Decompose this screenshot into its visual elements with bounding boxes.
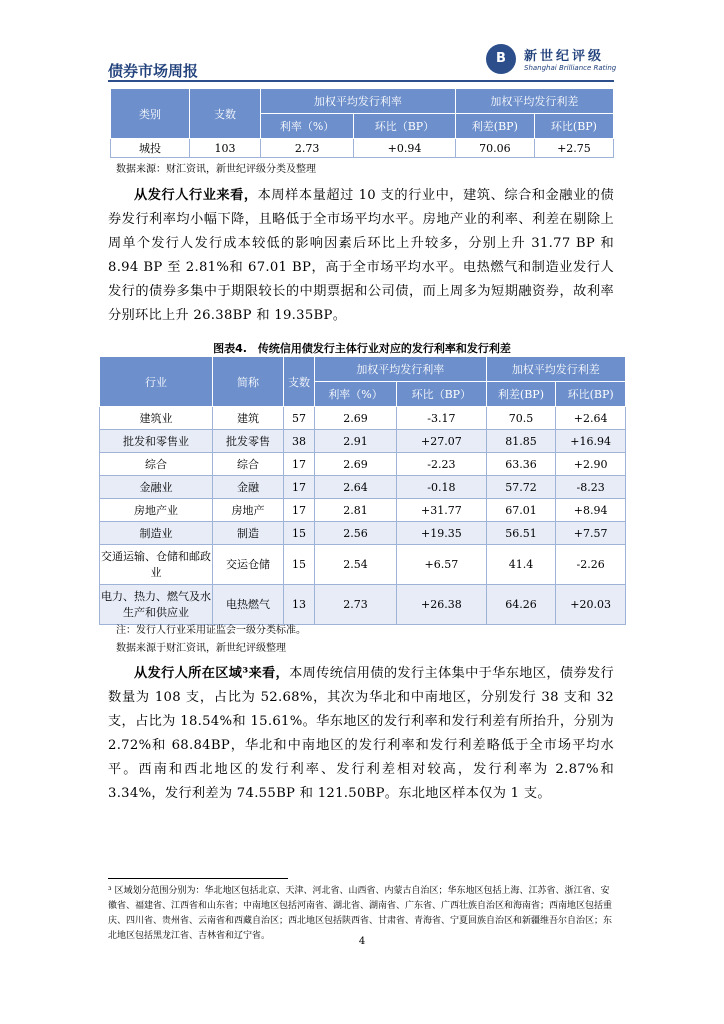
table-cell: 81.85 xyxy=(486,430,556,453)
table-cell: 41.4 xyxy=(486,545,556,585)
table-cell: +27.07 xyxy=(397,430,487,453)
table-cell: 2.81 xyxy=(315,499,397,522)
table-cell: 建筑 xyxy=(213,407,284,430)
logo-chinese-name: 新世纪评级 xyxy=(524,49,605,64)
table-cell: +8.94 xyxy=(556,499,626,522)
table-cell: 电热燃气 xyxy=(213,585,284,625)
table-cell: 2.56 xyxy=(315,522,397,545)
table-cell: 56.51 xyxy=(486,522,556,545)
table-cell: 批发零售 xyxy=(213,430,284,453)
table-row xyxy=(100,522,626,545)
th-spread: 利差(BP) xyxy=(486,382,556,407)
table-cell: -2.23 xyxy=(397,453,487,476)
table-cell: 2.73 xyxy=(315,585,397,625)
th-rate-change: 环比（BP） xyxy=(354,114,456,139)
table-cell: -2.26 xyxy=(556,545,626,585)
th-rate: 利率（%） xyxy=(315,382,397,407)
table-cell: +31.77 xyxy=(397,499,487,522)
table-cell: 70.06 xyxy=(455,139,534,158)
th-category: 类别 xyxy=(111,89,190,139)
footnote: ³ 区域划分范围分别为：华北地区包括北京、天津、河北省、山西省、内蒙古自治区；华东地区包括上海、江苏省、浙江省、安徽省、福建省、江西省和山东省；中南地区包括河南省、湖北省、湖南省、广东省、广西壮族自治区和海南省；西南地区包括重庆、四川省、贵州省、云南省和西藏自治区；西北地区包括陕西省、甘肃省、青海省、宁夏回族自治区和新疆维吾尔自治区；东北地区包括黑龙江省、吉林省和辽宁省。 xyxy=(108,886,613,941)
table-cell: 综合 xyxy=(100,453,213,476)
table-cell: 综合 xyxy=(213,453,284,476)
table-cell: 批发和零售业 xyxy=(100,430,213,453)
table-cell: 2.64 xyxy=(315,476,397,499)
table-cell: 金融业 xyxy=(100,476,213,499)
footnote-divider xyxy=(108,878,288,879)
logo-english-name: Shanghai Brilliance Rating xyxy=(524,64,617,72)
paragraph-body: 本周样本量超过 10 支的行业中，建筑、综合和金融业的债券发行利率均小幅下降，且略低于全市场平均水平。房地产业的利率、利差在剔除上周单个发行人发行成本较低的影响因素后环比上升较多，分别上升 31.77 BP 和 8.94 BP 至 2.81%和 67.01 BP，高于全市场平均水平。电热燃气和制造业发行人发行的债券多集中于期限较长的中期票据和公司债，而上周多为短期融资券，故利率分别环比上升 26.38BP 和 19.35BP。 xyxy=(108,188,615,323)
th-rate-group: 加权平均发行利率 xyxy=(261,89,456,114)
table-cell: +2.90 xyxy=(556,453,626,476)
th-count: 支数 xyxy=(284,357,315,407)
table-cell: 房地产业 xyxy=(100,499,213,522)
th-spread-group: 加权平均发行利差 xyxy=(455,89,613,114)
chengtou-table xyxy=(110,88,614,158)
table-cell: 17 xyxy=(284,499,315,522)
table-cell: 13 xyxy=(284,585,315,625)
table-cell: 2.91 xyxy=(315,430,397,453)
table-cell: 制造业 xyxy=(100,522,213,545)
table-row xyxy=(100,545,626,585)
th-rate-change: 环比（BP） xyxy=(397,382,487,407)
table-row xyxy=(100,499,626,522)
table2-source: 数据来源于财汇资讯，新世纪评级整理 xyxy=(116,643,286,654)
table-cell: +26.38 xyxy=(397,585,487,625)
table-cell: 房地产 xyxy=(213,499,284,522)
table-cell: 2.54 xyxy=(315,545,397,585)
table1-source: 数据来源：财汇资讯，新世纪评级分类及整理 xyxy=(116,164,316,175)
industry-paragraph xyxy=(108,184,614,328)
table-cell: 15 xyxy=(284,545,315,585)
page-number: 4 xyxy=(358,936,366,947)
table-row xyxy=(100,585,626,625)
table-cell: 建筑业 xyxy=(100,407,213,430)
table-cell: 103 xyxy=(190,139,261,158)
table2-note: 注：发行人行业采用证监会一级分类标准。 xyxy=(116,625,306,636)
table-cell: 城投 xyxy=(111,139,190,158)
paragraph-lead: 从发行人行业来看， xyxy=(134,188,258,203)
table-cell: +20.03 xyxy=(556,585,626,625)
table-row xyxy=(100,453,626,476)
th-count: 支数 xyxy=(190,89,261,139)
table-cell: +6.57 xyxy=(397,545,487,585)
table-cell: -3.17 xyxy=(397,407,487,430)
table-cell: 2.73 xyxy=(261,139,354,158)
table-cell: +16.94 xyxy=(556,430,626,453)
table-cell: 57 xyxy=(284,407,315,430)
table-cell: +2.64 xyxy=(556,407,626,430)
table-row xyxy=(100,430,626,453)
industry-table-body xyxy=(100,407,626,625)
th-industry: 行业 xyxy=(100,357,213,407)
th-spread-change: 环比(BP) xyxy=(556,382,626,407)
th-spread-group: 加权平均发行利差 xyxy=(486,357,625,382)
table-cell: 57.72 xyxy=(486,476,556,499)
table-row xyxy=(100,407,626,430)
table-cell: 制造 xyxy=(213,522,284,545)
logo-mark-icon: B xyxy=(486,44,516,74)
table-row xyxy=(100,476,626,499)
table-cell: 2.69 xyxy=(315,453,397,476)
table-cell: 67.01 xyxy=(486,499,556,522)
table-cell: -8.23 xyxy=(556,476,626,499)
company-logo xyxy=(486,44,616,78)
table-row xyxy=(111,139,614,158)
table-cell: 交运仓储 xyxy=(213,545,284,585)
table-cell: 交通运输、仓储和邮政业 xyxy=(100,545,213,585)
header-divider xyxy=(108,80,614,82)
table-cell: 17 xyxy=(284,453,315,476)
table-cell: +0.94 xyxy=(354,139,456,158)
figure-caption: 图表4. 传统信用债发行主体行业对应的发行利率和发行利差 xyxy=(213,342,511,355)
th-short-name: 简称 xyxy=(213,357,284,407)
th-rate-group: 加权平均发行利率 xyxy=(315,357,487,382)
report-title: 债券市场周报 xyxy=(108,62,199,80)
industry-table xyxy=(99,356,626,625)
table-cell: +2.75 xyxy=(534,139,613,158)
table-cell: 金融 xyxy=(213,476,284,499)
th-spread-change: 环比(BP) xyxy=(534,114,613,139)
table-cell: 电力、热力、燃气及水生产和供应业 xyxy=(100,585,213,625)
table-cell: 15 xyxy=(284,522,315,545)
region-paragraph xyxy=(108,662,614,806)
table-cell: 64.26 xyxy=(486,585,556,625)
paragraph-lead: 从发行人所在区域³来看， xyxy=(134,666,290,681)
table-cell: 17 xyxy=(284,476,315,499)
paragraph-body: 本周传统信用债的发行主体集中于华东地区，债券发行数量为 108 支，占比为 52.68%，其次为华北和中南地区，分别发行 38 支和 32 支，占比为 18.54%和 15.61%。华东地区的发行利率和发行利差有所抬升，分别为 2.72%和 68.84BP，华北和中南地区的发行利率和发行利差略低于全市场平均水平。西南和西北地区的发行利率、发行利差相对较高，发行利率为 2.87%和 3.34%，发行利差为 74.55BP 和 121.50BP。东北地区样本仅为 1 支。 xyxy=(108,666,614,801)
table-cell: 63.36 xyxy=(486,453,556,476)
table-cell: 38 xyxy=(284,430,315,453)
table-cell: 70.5 xyxy=(486,407,556,430)
table-cell: +7.57 xyxy=(556,522,626,545)
th-spread: 利差(BP) xyxy=(455,114,534,139)
table-cell: +19.35 xyxy=(397,522,487,545)
table-cell: 2.69 xyxy=(315,407,397,430)
th-rate: 利率（%） xyxy=(261,114,354,139)
table-cell: -0.18 xyxy=(397,476,487,499)
